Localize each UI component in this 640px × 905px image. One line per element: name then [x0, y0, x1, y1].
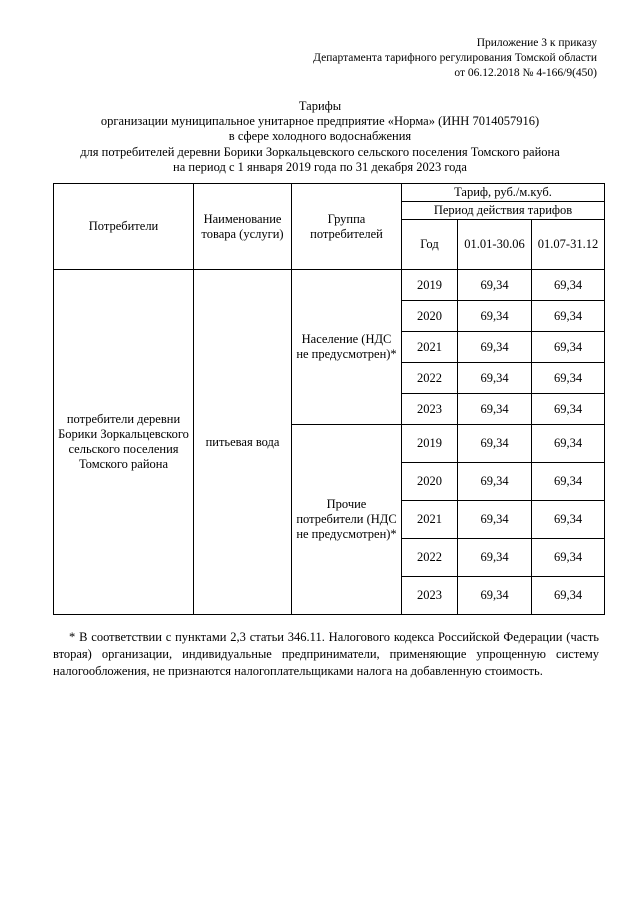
tariff-cell-h1: 69,34: [458, 539, 532, 577]
group-cell: Прочие потребители (НДС не предусмотрен)*: [292, 425, 402, 615]
tariff-cell-h2: 69,34: [532, 363, 605, 394]
tariff-cell-h1: 69,34: [458, 577, 532, 615]
tariff-cell-h2: 69,34: [532, 301, 605, 332]
title-organization: организации муниципальное унитарное предприятие «Норма» (ИНН 7014057916): [100, 114, 540, 129]
header-year: Год: [402, 220, 458, 270]
title-block: [0, 99, 640, 175]
tariff-cell-h2: 69,34: [532, 577, 605, 615]
tariff-cell-h1: 69,34: [458, 332, 532, 363]
group-cell: Население (НДС не предусмотрен)*: [292, 270, 402, 425]
year-cell: 2019: [402, 425, 458, 463]
tariff-cell-h2: 69,34: [532, 539, 605, 577]
header-period: Период действия тарифов: [402, 202, 605, 220]
tariff-cell-h1: 69,34: [458, 301, 532, 332]
tariff-table: [53, 183, 605, 615]
tariff-cell-h1: 69,34: [458, 425, 532, 463]
year-cell: 2022: [402, 363, 458, 394]
header-first-half: 01.01-30.06: [458, 220, 532, 270]
year-cell: 2020: [402, 301, 458, 332]
tariff-cell-h1: 69,34: [458, 270, 532, 301]
tariff-cell-h2: 69,34: [532, 332, 605, 363]
tariff-cell-h2: 69,34: [532, 463, 605, 501]
approval-block: [313, 36, 597, 81]
year-cell: 2023: [402, 577, 458, 615]
tariff-cell-h1: 69,34: [458, 501, 532, 539]
year-cell: 2021: [402, 332, 458, 363]
footnote: * В соответствии с пунктами 2,3 статьи 346.11. Налогового кодекса Российской Федерации (часть вторая) организации, индивидуальные предприниматели, применяющие упрощенную систему налогообложения, не признаются налогоплательщиками налога на добавленную стоимость.: [53, 630, 599, 678]
table-row: [54, 270, 605, 301]
tariff-cell-h2: 69,34: [532, 394, 605, 425]
tariff-cell-h1: 69,34: [458, 394, 532, 425]
approval-line: от 06.12.2018 № 4-166/9(450): [454, 67, 597, 79]
year-cell: 2020: [402, 463, 458, 501]
header-second-half: 01.07-31.12: [532, 220, 605, 270]
year-cell: 2023: [402, 394, 458, 425]
tariff-cell-h1: 69,34: [458, 463, 532, 501]
header-tariff: Тариф, руб./м.куб.: [402, 184, 605, 202]
approval-line: Департамента тарифного регулирования Томской области: [313, 52, 597, 64]
approval-line: Приложение 3 к приказу: [476, 37, 597, 49]
header-group: Группа потребителей: [292, 184, 402, 270]
tariff-cell-h1: 69,34: [458, 363, 532, 394]
header-product: Наименование товара (услуги): [194, 184, 292, 270]
title-consumers: для потребителей деревни Борики Зоркальцевского сельского поселения Томского района: [80, 144, 560, 159]
title-sphere: в сфере холодного водоснабжения: [228, 129, 412, 144]
title-period: на период с 1 января 2019 года по 31 декабря 2023 года: [173, 159, 467, 174]
year-cell: 2019: [402, 270, 458, 301]
tariff-cell-h2: 69,34: [532, 501, 605, 539]
year-cell: 2022: [402, 539, 458, 577]
year-cell: 2021: [402, 501, 458, 539]
consumer-cell: потребители деревни Борики Зоркальцевского сельского поселения Томского района: [54, 270, 194, 615]
header-row: [54, 184, 605, 202]
product-cell: питьевая вода: [194, 270, 292, 615]
document-title: Тарифы: [298, 99, 342, 113]
header-consumers: Потребители: [54, 184, 194, 270]
tariff-cell-h2: 69,34: [532, 425, 605, 463]
tariff-cell-h2: 69,34: [532, 270, 605, 301]
